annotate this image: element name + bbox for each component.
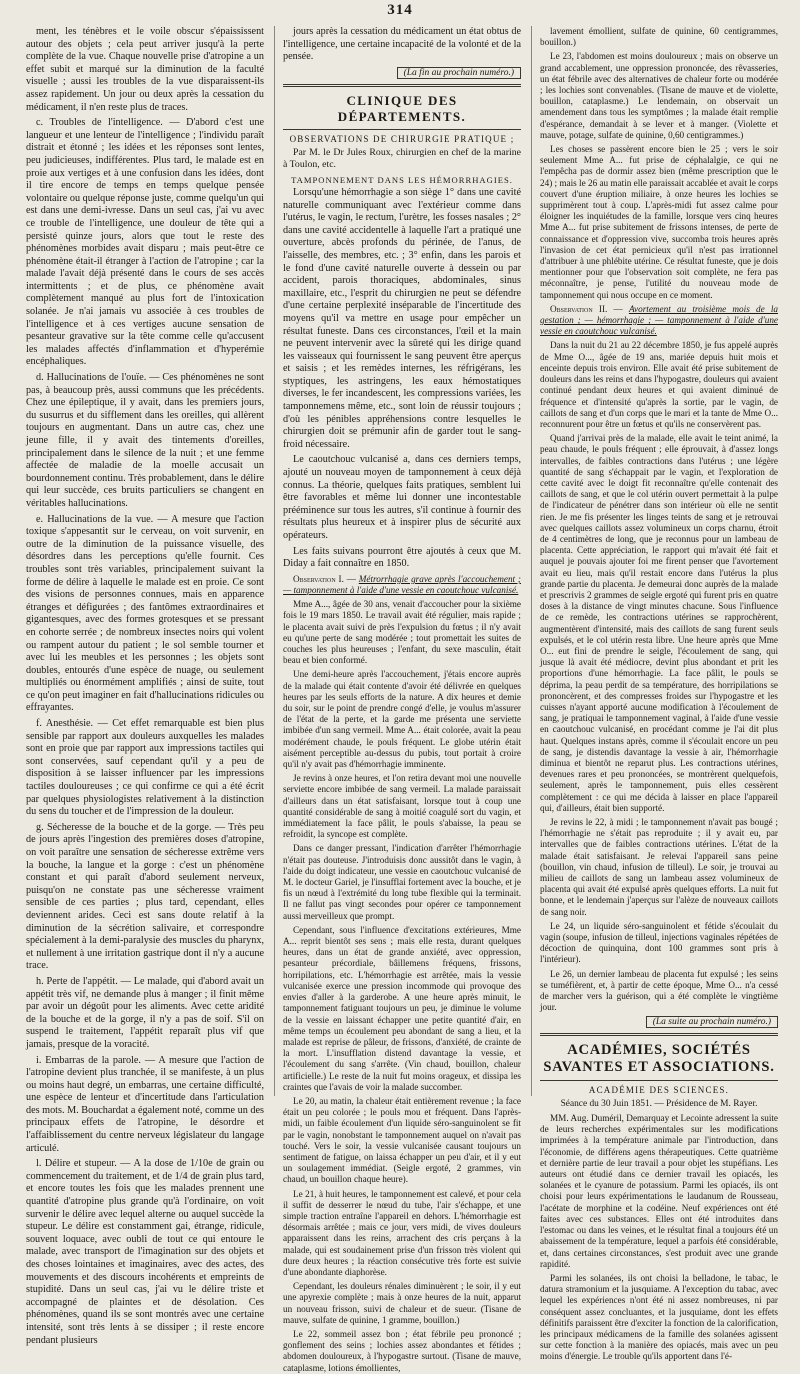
columns [26,26,779,1373]
section-title-clinique: CLINIQUE DES DÉPARTEMENTS. [337,92,467,124]
paragraph: Parmi les solanées, ils ont choisi la belladone, le tabac, le datura stramonium et la jusquiame. A l'exception du tabac, avec lequel les expériences n'ont été ni assez nombreuses, ni par conséquent assez concluantes, et la jusquiame, dont les effets définitifs paraissent être d'exciter la fonction de la calorification, les principaux médicamens de la famille des solanées agissent sur cette fonction à la manière des opiacés, mais avec un peu moins d'énergie. Le trouble qu'ils apportent dans l'é- [540,1272,778,1362]
section-divider [283,84,521,87]
paragraph: Je revins à onze heures, et l'on retira devant moi une nouvelle serviette encore imbibée de sang vermeil. La malade paraissait d'ailleurs dans un état satisfaisant, lorsque tout à coup une quantité considérable de sang à moitié coagulé sort du vagin, et immédiatement la face pâlit, le pouls s'abaisse, la peau se refroidit, la syncope est complète. [283,773,521,840]
continued-note-2 [540,1017,778,1027]
paragraph: Mme A..., âgée de 30 ans, venait d'accoucher pour la sixième fois le 19 mars 1850. Le travail avait été régulier, mais rapide ; le placenta avait suivi de près l'expulsion du fœtus ; il n'y avait eu qu'une perte de sang modérée ; tout promettait les suites de couches les plus heureuses ; l'enfant, du sexe masculin, était beau et bien conformé. [283,599,521,666]
paragraph: Le 21, à huit heures, le tamponnement est calevé, et pour cela il suffit de desserrer le nœud du tube, l'air s'échappe, et une simple traction entraîne l'appareil en dehors. L'hémorrhagie est désormais arrêtée ; mais ce jour, vers midi, de vives douleurs apparaissent dans les reins, arrachent des cris perçans à la malade, qui est soudainement prise d'un frisson très violent qui dure deux heures ; la réaction consécutive très forte est suivie d'une abondante diaphorèse. [283,1188,521,1277]
title-underline [283,129,521,130]
paragraph: Le 24, un liquide séro-sanguinolent et fétide s'écoulait du vagin (soupe, infusion de tilleul, injections vaginales répétées de décoction de quinquina, dont 100 grammes sont pris à l'intérieur). [540,920,778,965]
paragraph: lavement émollient, sulfate de quinine, 60 centigrammes, bouillon.) [540,26,778,48]
subheading-tamponnement: TAMPONNEMENT DANS LES HÉMORRHAGIES. [291,174,513,185]
observation-2-heading [540,304,778,338]
observation-2-label: Observation II. — [550,303,629,314]
continued-note-2-text: (La suite au prochain numéro.) [646,1016,778,1028]
paragraph: Le 26, un dernier lambeau de placenta fut expulsé ; les seins se tuméfièrent, et, à partir de cette époque, Mme O... n'a cessé de marcher vers la guérison, qui a été complète le vingtième jour. [540,968,778,1013]
article-intro: jours après la cessation du médicament un état obtus de l'intelligence, une certaine incapacité de la volonté et de la pensée. [283,26,521,63]
observation-1-label: Observation I. — [293,573,359,584]
paragraph: Le 23, l'abdomen est moins douloureux ; mais on observe un grand accablement, une oppression prononcée, des rêvasseries, un état fébrile avec des alternatives de chaleur forte ou modérée ; les lochies sont convenables. (Tisane de mauve et de violette, bouillon, cataplasme.) Le lendemain, on observait un amendement dans tous les symptômes ; la malade était remplie d'espérance, demandait à se lever et à manger. (Violette et mauve, potage, sulfate de quinine, 0,60 centigrammes.) [540,51,778,140]
paragraph: ment, les ténèbres et le voile obscur s'épaississent autour des objets ; cela peut arriver jusqu'à la perte complète de la vue. Chaque nouvelle prise d'atropine a un effet subit et marqué sur la diminution de la faculté visuelle ; aussi les troubles de la vue disparaissent-ils assez rapidement. Un jour ou deux après la cessation du médicament, il n'en reste plus de traces. [26,26,264,113]
paragraph: Cependant, sous l'influence d'excitations extérieures, Mme A... reprit bientôt ses sens ; mais elle resta, durant quelques heures, dans un état de grande anxiété, avec oppression, pesanteur précordiale, bâillemens fréquens, frissons, horripilations, etc. L'hémorrhagie est arrêtée, mais la vessie vulcanisée exerce une pression incommode qui provoque des envies d'aller à la garderobe. A une heure après minuit, le tamponnement fatiguant toujours un peu, je diminue le volume de la vessie en laissant échapper une petite quantité d'air, en même temps un écoulement peu abondant de sang a lieu, et la malade est reprise de pâleur, de frissons, d'anxiété, de crainte de la mort. L'insufflation distend davantage la vessie, et l'écoulement du sang s'arrête. (Vin chaud, bouillon, chaleur artificielle.) Le reste de la nuit fut moins orageux, et dissipa les craintes que l'avais de voir la malade succomber. [283,924,521,1092]
paragraph: Le caoutchouc vulcanisé a, dans ces derniers temps, ajouté un nouveau moyen de tamponnement à ceux déjà connus. La théorie, quelques faits pratiques, semblent lui être favorables et même lui donner une incontestable prééminence sur tous les autres, s'il continue à fournir des résultats plus heureux et à inspirer plus de sécurité aux opérateurs. [283,454,521,541]
observation-1-title: Métrorrhagie grave après l'accouchement ; — tamponnement à l'aide d'une vessie en caoutchouc vulcanisé. [283,573,521,595]
session-line: Séance du 30 Juin 1851. — Présidence de M. Rayer. [560,1099,758,1110]
continued-note-text: (La fin au prochain numéro.) [397,67,521,79]
paragraph: Une demi-heure après l'accouchement, j'étais encore auprès de la malade qui était contente d'avoir été délivrée en quelques heures par les seuls efforts de la nature. A dix heures et demie du soir, sur le point de prendre congé d'elle, je voulus m'assurer de l'état de la perte, et la garde me présenta une serviette imbibée d'un sang vermeil. Mme A... était colorée, avait la peau modérément chaude, le pouls fréquent. Le globe utérin était aisément perceptible au-dessus du pubis, tout portait à croire qu'il n'y avait pas d'hémorrhagie imminente. [283,669,521,770]
paragraph: g. Sécheresse de la bouche et de la gorge. — Très peu de jours après l'ingestion des premières doses d'atropine, on voit paraître une sensation de sécheresse extrême vers la bouche, la langue et la gorge : c'est un phénomène constant et qui paraît d'abord seulement nerveux, puisqu'on ne constate pas une sécheresse vraiment sensible de ces parties ; plus tard, cependant, elles deviennent arides. Ceci est sans doute relatif à la diminution de la sécrétion salivaire, et correspondre spécialement à la demi-paralysie des muscles du pharynx, et nullement à une irritation gastrique dont il n'y a aucune trace. [26,821,264,972]
article-body [283,187,521,571]
academie-body [540,1113,778,1362]
paragraph: Dans la nuit du 21 au 22 décembre 1850, je fus appelé auprès de Mme O..., âgée de 19 ans, mariée depuis huit mois et enceinte depuis trois environ. Elle avait été prise subitement de douleurs dans les reins et dans l'hypogastre, douleurs qui avaient continué pendant deux heures et qui avaient diminué de fréquence et d'intensité qu'après la sortie, par le vagin, de caillots de sang et d'un corps que le mari et la tante de Mme O... reconnurent pour être un fœtus et qu'ils ne conservèrent pas. [540,340,778,429]
paragraph: f. Anesthésie. — Cet effet remarquable est bien plus sensible par rapport aux douleurs auxquelles les malades sont en proie que par rapport aux impressions tactiles qui sont conservées, sauf cependant qu'il y a peu de disposition à se laisser influencer par les impressions tactiles douloureuses ; ce qui confirme ce qui a été écrit par quelques physiologistes relativement à la distinction du sens du toucher et de l'impression de la douleur. [26,718,264,818]
paragraph: Les choses se passèrent encore bien le 25 ; vers le soir seulement Mme A... fut prise de céphalalgie, ce qui ne l'empêcha pas de dormir assez bien (même prescription que le 24) ; mais le 26 au matin elle paraissait accablée et avait le corps couvert d'une éruption miliaire, à onze heures les lochies se supprimèrent tout à coup. L'après-midi fut assez calme pour éloigner les inquiétudes de la famille, lorsque vers cinq heures Mme A... fut prise subitement de frissons intenses, de perte de connaissance et d'oppression vive, succomba trois heures après l'invasion de cet état pernicieux qu'il n'est pas irrationnel d'attribuer à une phlébite utérine. Ce résultat funeste, que je dois mentionner pour que l'observation soit complète, ne fera pas méconnaître, je pense, l'utilité du nouveau mode de tamponnement qui nous occupe en ce moment. [540,144,779,300]
title-underline-2 [540,1080,778,1081]
paragraph: Lorsqu'une hémorrhagie a son siège 1° dans une cavité naturelle communiquant avec l'extérieur comme dans l'utérus, le vagin, le rectum, l'urètre, les fosses nasales ; 2° dans une cavité accidentelle à laquelle l'art a pratiqué une ouverture, abcès profonds du périnée, de l'anus, de l'aisselle, des membres, etc. ; 3° enfin, dans les parois et le fond d'une cavité naturelle ouverte à dessein ou par accident, parois thoraciques, abdominales, sinus maxillaire, etc., l'esprit du chirurgien ne peut se défendre d'une certaine perplexité inséparable de l'incertitude des moyens qu'il va mettre en usage pour empêcher un résultat funeste. Dans ces circonstances, l'œil et la main ne peuvent intervenir avec la sûreté qui les dirige quand les vaisseaux qui fournissent le sang peuvent être aperçus et saisis ; et les remèdes internes, les réfrigérans, les styptiques, les astringens, les eaux hémostatiques diverses, le fer incandescent, les compressions variées, les tamponnemens même, etc., sont loin de réussir toujours ; d'où les pénibles appréhensions contre lesquelles le chirurgien doit se prémunir afin de garder tout le sang-froid nécessaire. [283,186,521,450]
observation-1-continuation [540,26,778,301]
paragraph: Cependant, les douleurs rénales diminuèrent ; le soir, il y eut une apyrexie complète ; mais à onze heures de la nuit, apparut un nouveau frisson, suivi de chaleur et de sueur. (Tisane de mauve, sulfate de quinine, 1 gramme, bouillon.) [283,1281,521,1325]
page-number: 314 [387,2,413,18]
paragraph: MM. Aug. Duméril, Demarquay et Lecointe adressent la suite de leurs recherches expérimentales sur les modifications imprimées à la température animale par l'introduction, dans l'économie, de différens agens thérapeutiques. Cette quatrième et dernière partie de leur travail a pour objet les stupéfians. Les auteurs ont étudié dans ce dernier travail les opiacés, les solanées et le cyanure de potassium. Parmi les opiacés, ils ont choisi pour leurs expérimentations le laudanum de Rousseau, l'acétate de morphine et la codéine. Neuf expériences ont été faites avec ces substances. Elles ont été introduites dans l'estomac ou dans les veines, et le résultat final a toujours été un abaissement de la température, lequel a parfois été considérable, et, dans certaines circonstances, s'est produit avec une grande rapidité. [540,1113,778,1269]
observation-1-heading [283,574,521,596]
paragraph: Quand j'arrivai près de la malade, elle avait le teint animé, la peau chaude, le pouls fréquent ; elle éprouvait, à d'assez longs intervalles, de faibles contractions dans l'utérus ; une légère quantité de sang s'échappait par le vagin, et l'exploration de cette cavité avec le doigt fit reconnaître qu'elle contenait des caillots de sang, et que le col utérin ouvert permettait à la pulpe de l'indicateur de pénétrer dans son intérieur où elle ne sentit rien. Je me fis présenter les linges teints de sang et je retrouvai avec quelques caillots assez volumineux un corps charnu, étroit de 4 centimètres de long, que je reconnus pour un lambeau de placenta. Cette appréciation, le rapport qui m'avait été fait et auquel je pouvais ajouter foi me firent penser que l'avortement avait eu lieu, mais qu'il restait encore dans l'utérus la plus grande partie du placenta. Je demeurai donc auprès de la malade et prescrivis 2 grammes de seigle ergoté qui furent pris en quatre doses à la distance de vingt minutes chacune. Sous l'influence de ce remède, les contractions utérines se rapprochèrent, augmentèrent d'intensité, mais des caillots de sang furent seuls expulsés, et le col utérin resta libre. Une heure après que Mme O... eut fini de prendre le seigle, l'écoulement de sang, qui jusque là avait été médiocre, devint plus abondant et prit les proportions d'une hémorrhagie. La face pâlit, le pouls se déprima, la peau perdit de sa température, des horripilations se prononcèrent, et des compresses froides sur l'hypogastre et les cuisses n'ayant apporté aucune modification à l'écoulement de sang, je pratiquai le tamponnement vaginal, à l'aide d'une vessie en caoutchouc vulcanisé, en procédant comme je l'ai dit plus haut. Quelques instans après, comme il s'écoulait encore un peu de sang, je distendis davantage la vessie à air, l'hémorrhagie diminua et bientôt ne reparut plus. Les contractions utérines, devenues rares et peu prononcées, se montrèrent quelquefois, seulement, après le tamponnement, puis elles cessèrent complètement : ce qui me décida à laisser en place l'appareil qui, d'ailleurs, était bien supporté. [540,433,778,813]
paragraph: Le 20, au matin, la chaleur était entièrement revenue ; la face était un peu colorée ; le pouls mou et fréquent. Dans l'après-midi, un faible écoulement d'un liquide séro-sanguinolent se fit par le vagin, nonobstant le tamponnement auquel on n'avait pas touché. Vers le soir, la vessie vulcanisée causant toujours un sentiment de fatigue, on laissa échapper un peu d'air, et il y eut un soulagement immédiat. (Seigle ergoté, 2 grammes, vin chaud, un bouillon chaque heure). [283,1095,521,1185]
paragraph: e. Hallucinations de la vue. — A mesure que l'action toxique s'appesantit sur le cerveau, on voit survenir, en outre de la diminution de la puissance visuelle, des désordres dans les perceptions qu'elle fournit. Ces troubles sont très variables, principalement suivant la forme de délire à laquelle le malade est en proie. Ce sont des visions de personnes connues, mais en apparence étranges et défigurées ; des fantômes extraordinaires et gigantesques, avec des formes grotesques et se pressant en cohorte serrée ; de nombreux insectes noirs qui volent ou rampent autour du patient ; le sol semble tourner et avec lui les meubles et les personnes ; les objets sont doubles, entourés d'une espèce de nuage, ou seulement multipliés ou énormément amplifiés ; ainsi de suite, tout ce qu'on peut imaginer en fait d'hallucinations ridicules ou effrayantes. [26,513,264,714]
column-middle [274,26,521,1373]
subheading-observations: OBSERVATIONS DE CHIRURGIE PRATIQUE ; [289,133,515,144]
paragraph: i. Embarras de la parole. — A mesure que l'action de l'atropine devient plus tranchée, il se manifeste, à un plus ou moins haut degré, un embarras, une certaine difficulté, une espèce de lenteur et d'incertitude dans l'articulation des mots. M. Bouchardat a également noté, comme un des principaux effets de l'atropine, le désordre et l'affaiblissement du centre nerveux législateur du langage articulé. [26,1054,264,1154]
observation-2-body [540,340,778,1013]
column-left [26,26,264,1346]
paragraph: Dans ce danger pressant, l'indication d'arrêter l'hémorrhagie n'était pas douteuse. J'introduisis donc aussitôt dans le vagin, à l'aide du doigt indicateur, une vessie en caoutchouc vulcanisé de M. le docteur Gariel, je l'insufflai fortement avec la bouche, et je fis un nœud à l'extrémité du long tube flexible qui la terminait. Il ne fallut pas vingt secondes pour opérer ce tamponnement aussi merveilleux que prompt. [283,843,521,921]
column-right [531,26,779,1362]
section-title-academies: ACADÉMIES, SOCIÉTÉS SAVANTES ET ASSOCIATIONS. [543,1042,775,1076]
paragraph: c. Troubles de l'intelligence. — D'abord c'est une langueur et une lenteur de l'intelligence ; l'individu paraît distrait et étonné ; les idées et les réponses sont lentes, peu judicieuses, indifférentes. Plus tard, le malade est en proie aux vertiges et à une confusion dans les idées, dont il tire encore de temps en temps quelque pensée volontaire ou quelque réponse juste, comme quelqu'un qui est dans une demi-ivresse. Dans un seul cas, j'ai vu avec ce trouble de l'intelligence, une douleur de tête qui a persisté quinze jours, alors que tout le reste des phénomènes morbides avait disparu ; mais peut-être ce phénomène était-il étranger à l'action de l'atropine ; car la malade l'avait déjà présenté dans le cours de ses accès intermittents ; et de plus, ce phénomène avait complètement manqué au plus fort de l'intoxication solanée. Je n'ai jamais vu associée à ces troubles de l'intelligence et à ces vertiges aucune sensation de pesanteur gravative sur la tête comme celle qu'accusent les malades affectés d'inflammation et d'hyperémie encéphaliques. [26,117,264,368]
byline: Par M. le Dr Jules Roux, chirurgien en chef de la marine à Toulon, etc. [283,146,521,171]
continued-note [283,68,521,78]
observation-1-body [283,599,521,1374]
paragraph: Le 22, sommeil assez bon ; état fébrile peu prononcé ; gonflement des seins ; lochies assez abondantes et fétides ; abdomen douloureux, à l'hypogastre surtout. (Tisane de mauve, cataplasme, lotions émollientes, [283,1328,521,1373]
paragraph: d. Hallucinations de l'ouïe. — Ces phénomènes ne sont pas, à beaucoup près, aussi communs que les précédents. Chez une épileptique, il y avait, dans les premiers jours, du susurrus et du sifflement dans les oreilles, qui allèrent toujours en augmentant. Dans un autre cas, chez une jeune fille, il y avait des tintements d'oreilles, principalement dans le silence de la nuit ; et une femme affectée de maladie de la moelle accusait un bourdonnement continu. Très probablement, dans le délire qui leur succède, ces bruits particuliers se changent en véritables hallucinations. [26,372,264,509]
paragraph: h. Perte de l'appétit. — Le malade, qui d'abord avait un appétit très vif, ne demande plus à manger ; il finit même par avoir un dégoût pour les aliments. Avec cette aridité de la bouche et de la gorge, il n'y a pas de soif. S'il on suspend le traitement, l'appétit reparaît plus vif que jamais, presque de la voracité. [26,975,264,1050]
section-divider-2 [540,1033,778,1036]
subheading-academie: ACADÉMIE DES SCIENCES. [588,1085,730,1096]
paragraph: Les faits suivans pourront être ajoutés à ceux que M. Diday a fait connaître en 1850. [283,545,521,570]
paragraph: Je revins le 22, à midi ; le tamponnement n'avait pas bougé ; l'hémorrhagie ne s'était pas reproduite ; il y avait eu, par intervalles que de faibles contractions utérines. L'état de la malade était satisfaisant. Je relevai l'appareil sans peine (bouillon, vin chaud, infusion de tilleul). Le soir, je trouvai au milieu de caillots de sang un lambeau assez volumineux de placenta qui avait été expulsé après quelques efforts. La nuit fut bonne, et le lendemain j'aperçus sur l'alèze de nouveaux caillots de sang noir. [540,817,778,917]
observation-2-title: Avortement au troisième mois de la gestation ; — hémorrhagie ; — tamponnement à l'aide d'une vessie en caoutchouc vulcanisé. [540,303,778,337]
paragraph: l. Délire et stupeur. — A la dose de 1/10e de grain ou commencement du traitement, et de 1/4 de grain plus tard, et encore toutes les fois que les malades prennent une quantité d'atropine plus grande qu'à l'ordinaire, on voit survenir le délire avec lequel alterne ou auquel succède la stupeur. Le délire est constamment gai, étrange, ridicule, souvent loquace, avec oubli de tout ce qui entoure le malade, avec transport de l'imagination sur des objets et des choses lointaines et imaginaires, avec des actes, des mouvements et des discours incohérents et empreints de stupidité. Dans un seul cas, j'ai vu le délire triste et accompagné de plaintes et de désolation. Ces phénomènes, quand ils se sont montrés avec une certaine intensité, sont très lents à se dissiper ; il reste encore pendant plusieurs [26,1158,264,1346]
